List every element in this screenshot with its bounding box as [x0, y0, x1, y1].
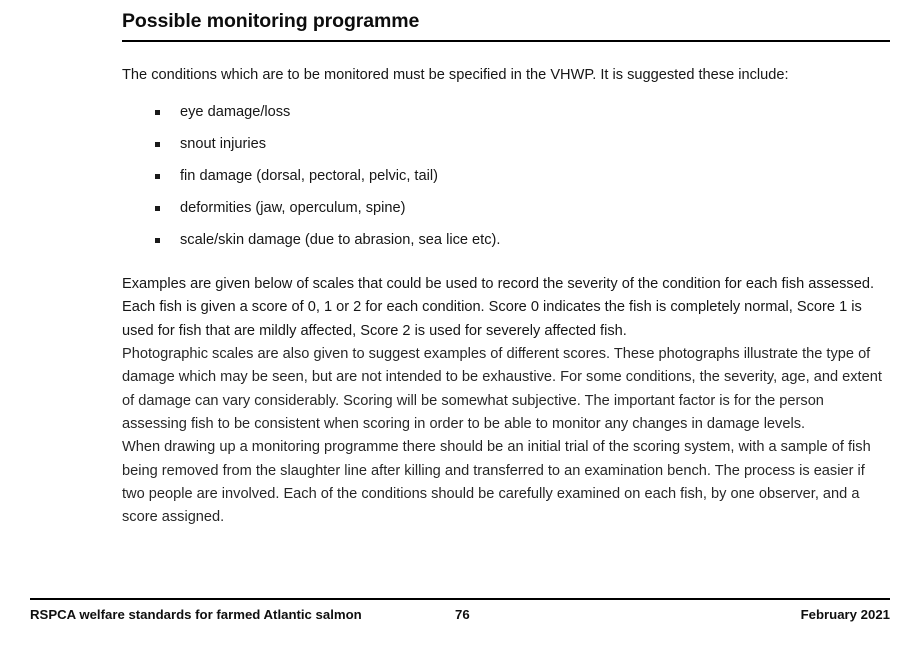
list-item [122, 101, 890, 124]
body-paragraph-photographic: Photographic scales are also given to suggest examples of different scores. These photographs illustrate the type of damage which may be seen, but are not intended to be exhaustive. For some conditions, the severity, age, and extent of damage can vary considerably. Scoring will be somewhat subjective. The important factor is for the person assessing fish to be consistent when scoring in order to be able to monitor any changes in damage levels. [122, 346, 882, 432]
footer-row [30, 607, 890, 627]
list-item-label: snout injuries [180, 136, 266, 153]
body-paragraph-scales: Examples are given below of scales that could be used to record the severity of the condition for each fish assessed. Each fish is given a score of 0, 1 or 2 for each condition. Score 0 indicates the fish is completely normal, Score 1 is used for fish that are mildly affected, Score 2 is used for severely affected fish. [122, 276, 874, 339]
footer-divider [30, 598, 890, 600]
square-bullet-icon [155, 238, 160, 243]
page-footer [30, 598, 890, 627]
conditions-list [122, 101, 890, 252]
intro-paragraph: The conditions which are to be monitored must be specified in the VHWP. It is suggested these include: [122, 67, 789, 83]
heading-block [122, 8, 890, 42]
list-item-label: eye damage/loss [180, 104, 291, 121]
list-item-label: fin damage (dorsal, pectoral, pelvic, tail) [180, 168, 438, 185]
list-item [122, 165, 890, 188]
list-item [122, 197, 890, 220]
list-item [122, 229, 890, 252]
list-item-label: scale/skin damage (due to abrasion, sea lice etc). [180, 231, 501, 248]
square-bullet-icon [155, 174, 160, 179]
square-bullet-icon [155, 142, 160, 147]
footer-title: RSPCA welfare standards for farmed Atlantic salmon [30, 606, 362, 622]
list-item [122, 133, 890, 156]
footer-date: February 2021 [800, 606, 890, 622]
body-paragraph-trial: When drawing up a monitoring programme there should be an initial trial of the scoring system, with a sample of fish being removed from the slaughter line after killing and transferred to an examination bench. The process is easier if two people are involved. Each of the conditions should be carefully examined on each fish, by one observer, and a score assigned. [122, 439, 871, 526]
document-body [122, 64, 890, 529]
page-title: Possible monitoring programme [122, 10, 420, 32]
list-item-label: deformities (jaw, operculum, spine) [180, 199, 406, 216]
square-bullet-icon [155, 206, 160, 211]
square-bullet-icon [155, 110, 160, 115]
footer-page-number: 76 [455, 606, 470, 622]
title-divider [122, 40, 890, 42]
